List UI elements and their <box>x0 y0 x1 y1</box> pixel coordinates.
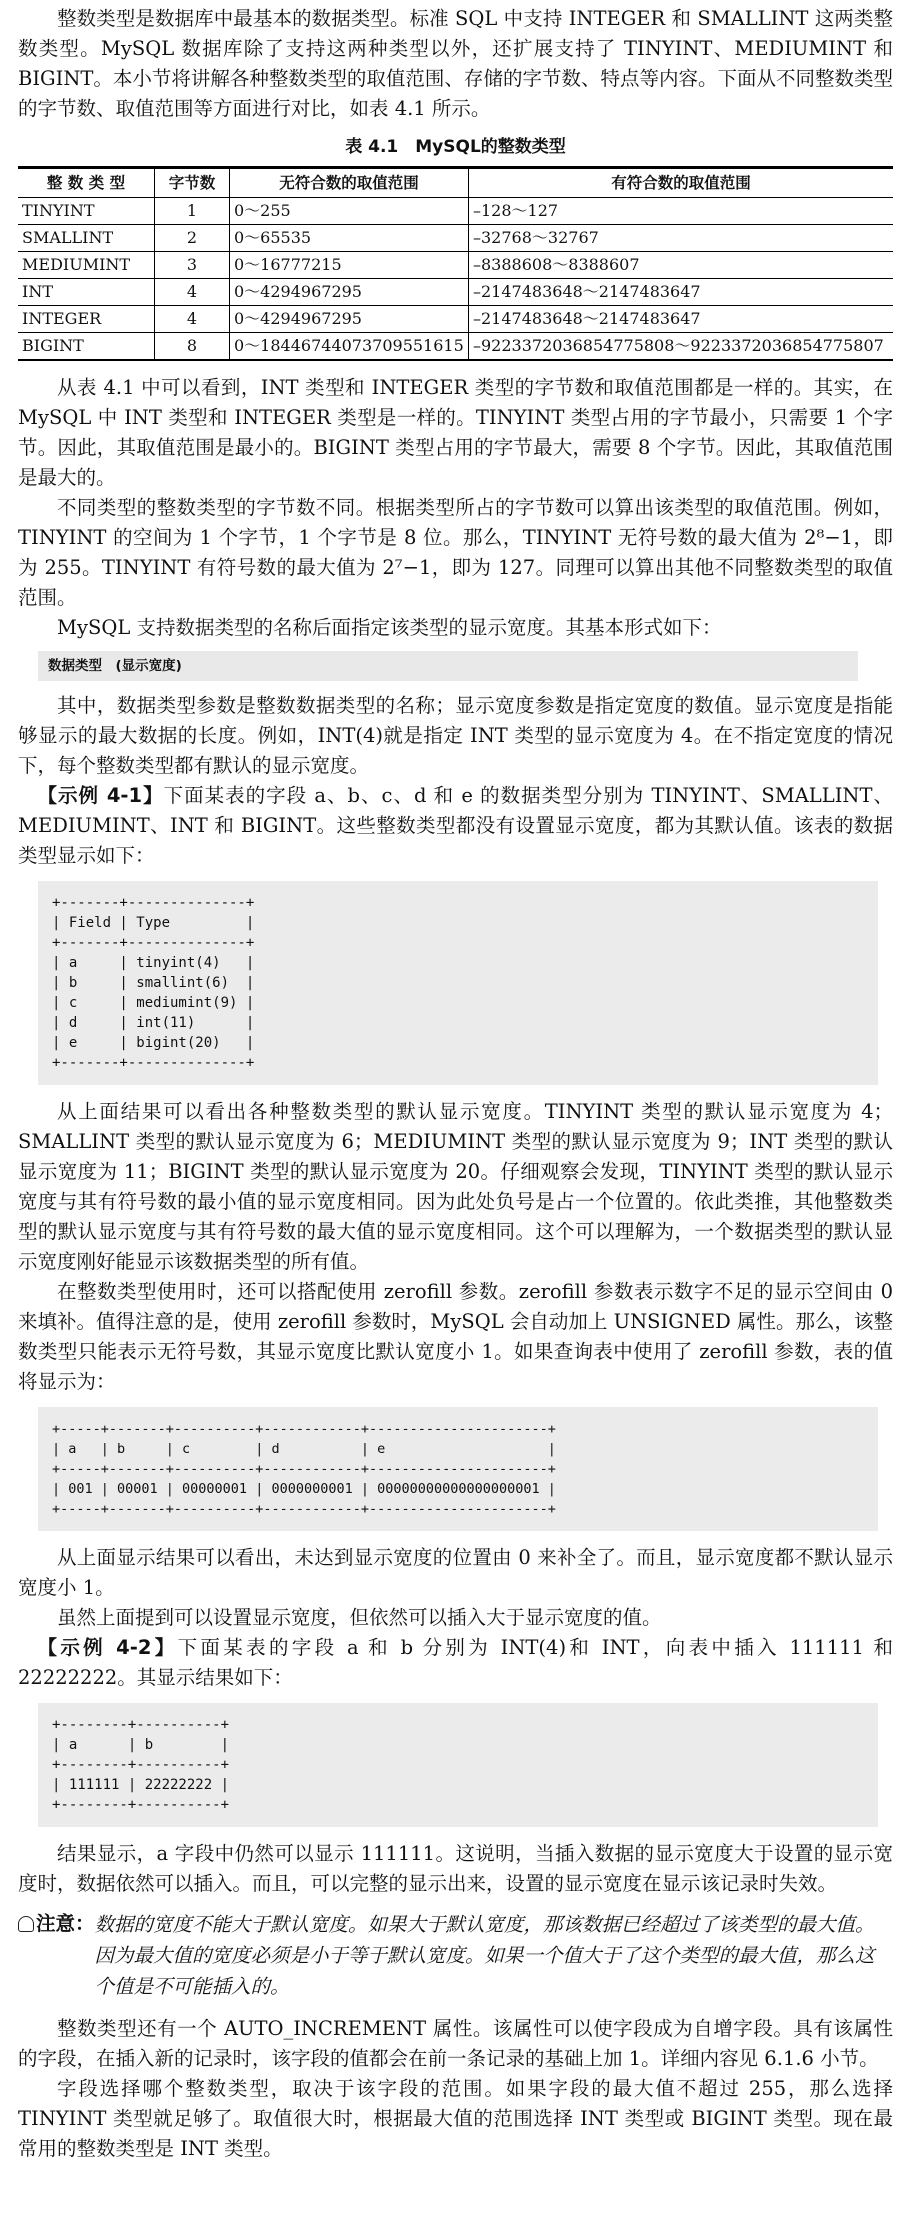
table-header-row <box>18 168 893 198</box>
cell-signed: –2147483648～2147483647 <box>469 279 894 306</box>
table-row <box>18 252 893 279</box>
paragraph-byte-range: 不同类型的整数类型的字节数不同。根据类型所占的字节数可以算出该类型的取值范围。例如，TINYINT 的空间为 1 个字节，1 个字节是 8 位。那么，TINYINT 无符号数的最大值为 2⁸−1，即为 255。TINYINT 有符号数的最大值为 2⁷−1，即为 127。同理可以算出其他不同整数类型的取值范围。 <box>18 496 893 609</box>
paragraph-zerofill: 在整数类型使用时，还可以搭配使用 zerofill 参数。zerofill 参数表示数字不足的显示空间由 0 来填补。值得注意的是，使用 zerofill 参数时，MySQL 会自动加上 UNSIGNED 属性。那么，该整数类型只能表示无符号数，其显示宽度比默认宽度小 1。如果查询表中使用了 zerofill 参数，表的值将显示为： <box>18 1280 893 1393</box>
table-caption: 表 4.1 MySQL的整数类型 <box>345 137 566 157</box>
cell-bytes: 4 <box>155 306 230 333</box>
example-4-2 <box>18 1633 893 1693</box>
cell-type: BIGINT <box>18 333 155 361</box>
code-block-zerofill: +-----+-------+----------+------------+----------------------+ | a | b | c | d | e | +-----+-------+----------+------------+----------------------+ | 001 | 00001 | 00000001 | 0000000001 | 00000000000000000001 | +-----+-------+----------+------------+----------------------+ <box>38 1407 878 1531</box>
cell-signed: –2147483648～2147483647 <box>469 306 894 333</box>
cell-type: INTEGER <box>18 306 155 333</box>
paragraph-table-analysis: 从表 4.1 中可以看到，INT 类型和 INTEGER 类型的字节数和取值范围都是一样的。其实，在 MySQL 中 INT 类型和 INTEGER 类型是一样的。TINYINT 类型占用的字节最小，只需要 1 个字节。因此，其取值范围是最小的。BIGINT 类型占用的字节最大，需要 8 个字节。因此，其取值范围是最大的。 <box>18 376 893 489</box>
note-label <box>18 1909 95 2002</box>
code-block-field-types: +-------+--------------+ | Field | Type | +-------+--------------+ | a | tinyint(4) | | b | smallint(6) | | c | mediumint(9) | | d | int(11) | | e | bigint(20) | +-------+--------------+ <box>38 881 878 1085</box>
integer-types-table <box>18 166 893 361</box>
cell-type: TINYINT <box>18 198 155 225</box>
cell-bytes: 8 <box>155 333 230 361</box>
table-row <box>18 225 893 252</box>
cell-unsigned: 0～65535 <box>230 225 469 252</box>
cell-unsigned: 0～4294967295 <box>230 279 469 306</box>
cell-signed: –8388608～8388607 <box>469 252 894 279</box>
cell-type: SMALLINT <box>18 225 155 252</box>
note-label-text: 注意： <box>36 1912 95 1935</box>
cell-signed: –128～127 <box>469 198 894 225</box>
paragraph-insert-result: 结果显示，a 字段中仍然可以显示 111111。这说明，当插入数据的显示宽度大于设置的显示宽度时，数据依然可以插入。而且，可以完整的显示出来，设置的显示宽度在显示该记录时失效。 <box>18 1842 893 1895</box>
example-text: 下面某表的字段 a、b、c、d 和 e 的数据类型分别为 TINYINT、SMALLINT、MEDIUMINT、INT 和 BIGINT。这些整数类型都没有设置显示宽度，都为其默认值。该表的数据类型显示如下： <box>18 784 893 867</box>
example-text: 下面某表的字段 a 和 b 分别为 INT(4)和 INT，向表中插入 111111 和 22222222。其显示结果如下： <box>18 1636 893 1689</box>
cell-type: INT <box>18 279 155 306</box>
note-box <box>18 1909 893 2002</box>
cell-unsigned: 0～18446744073709551615 <box>230 333 469 361</box>
paragraph-choose-type: 字段选择哪个整数类型，取决于该字段的范围。如果字段的最大值不超过 255，那么选择 TINYINT 类型就足够了。取值很大时，根据最大值的范围选择 INT 类型或 BIGINT 类型。现在最常用的整数类型是 INT 类型。 <box>18 2077 893 2160</box>
example-label: 【示例 4-2】 <box>37 1636 178 1659</box>
note-icon <box>18 1916 34 1932</box>
cell-type: MEDIUMINT <box>18 252 155 279</box>
paragraph-auto-increment: 整数类型还有一个 AUTO_INCREMENT 属性。该属性可以使字段成为自增字段。具有该属性的字段，在插入新的记录时，该字段的值都会在前一条记录的基础上加 1。详细内容见 6.1.6 小节。 <box>18 2017 893 2070</box>
cell-unsigned: 0～16777215 <box>230 252 469 279</box>
header-signed-range: 有符合数的取值范围 <box>469 168 894 198</box>
cell-signed: –32768～32767 <box>469 225 894 252</box>
code-block-insert-result: +--------+----------+ | a | b | +--------+----------+ | 111111 | 22222222 | +--------+----------+ <box>38 1703 878 1827</box>
cell-bytes: 1 <box>155 198 230 225</box>
header-unsigned-range: 无符合数的取值范围 <box>230 168 469 198</box>
cell-unsigned: 0～255 <box>230 198 469 225</box>
header-bytes: 字节数 <box>155 168 230 198</box>
table-row <box>18 306 893 333</box>
header-type: 整 数 类 型 <box>18 168 155 198</box>
cell-signed: –9223372036854775808～9223372036854775807 <box>469 333 894 361</box>
paragraph-display-width-explain: 其中，数据类型参数是整数数据类型的名称；显示宽度参数是指定宽度的数值。显示宽度是指能够显示的最大数据的长度。例如，INT(4)就是指定 INT 类型的显示宽度为 4。在不指定宽度的情况下，每个整数类型都有默认的显示宽度。 <box>18 694 893 777</box>
cell-bytes: 2 <box>155 225 230 252</box>
example-4-1 <box>18 781 893 871</box>
note-text: 数据的宽度不能大于默认宽度。如果大于默认宽度，那该数据已经超过了该类型的最大值。因为最大值的宽度必须是小于等于默认宽度。如果一个值大于了这个类型的最大值，那么这个值是不可能插入的。 <box>94 1913 875 1998</box>
table-row <box>18 279 893 306</box>
table-row <box>18 333 893 361</box>
example-label: 【示例 4-1】 <box>37 784 164 807</box>
table-row <box>18 198 893 225</box>
paragraph-display-width-intro: MySQL 支持数据类型的名称后面指定该类型的显示宽度。其基本形式如下： <box>57 616 722 639</box>
cell-unsigned: 0～4294967295 <box>230 306 469 333</box>
cell-bytes: 3 <box>155 252 230 279</box>
paragraph-larger-values: 虽然上面提到可以设置显示宽度，但依然可以插入大于显示宽度的值。 <box>57 1606 662 1629</box>
paragraph-default-widths: 从上面结果可以看出各种整数类型的默认显示宽度。TINYINT 类型的默认显示宽度为 4；SMALLINT 类型的默认显示宽度为 6；MEDIUMINT 类型的默认显示宽度为 9；INT 类型的默认显示宽度为 11；BIGINT 类型的默认显示宽度为 20。仔细观察会发现，TINYINT 类型的默认显示宽度与其有符号数的最小值的显示宽度相同。因为此处负号是占一个位置的。依此类推，其他整数类型的默认显示宽度与其有符号数的最大值的显示宽度相同。这个可以理解为，一个数据类型的默认显示宽度刚好能显示该数据类型的所有值。 <box>18 1100 893 1273</box>
paragraph-intro: 整数类型是数据库中最基本的数据类型。标准 SQL 中支持 INTEGER 和 SMALLINT 这两类整数类型。MySQL 数据库除了支持这两种类型以外，还扩展支持了 TINYINT、MEDIUMINT 和 BIGINT。本小节将讲解各种整数类型的取值范围、存储的字节数、特点等内容。下面从不同整数类型的字节数、取值范围等方面进行对比，如表 4.1 所示。 <box>18 7 893 120</box>
cell-bytes: 4 <box>155 279 230 306</box>
paragraph-zerofill-result: 从上面显示结果可以看出，未达到显示宽度的位置由 0 来补全了。而且，显示宽度都不默认显示宽度小 1。 <box>18 1546 893 1599</box>
syntax-box: 数据类型 (显示宽度) <box>38 651 858 681</box>
